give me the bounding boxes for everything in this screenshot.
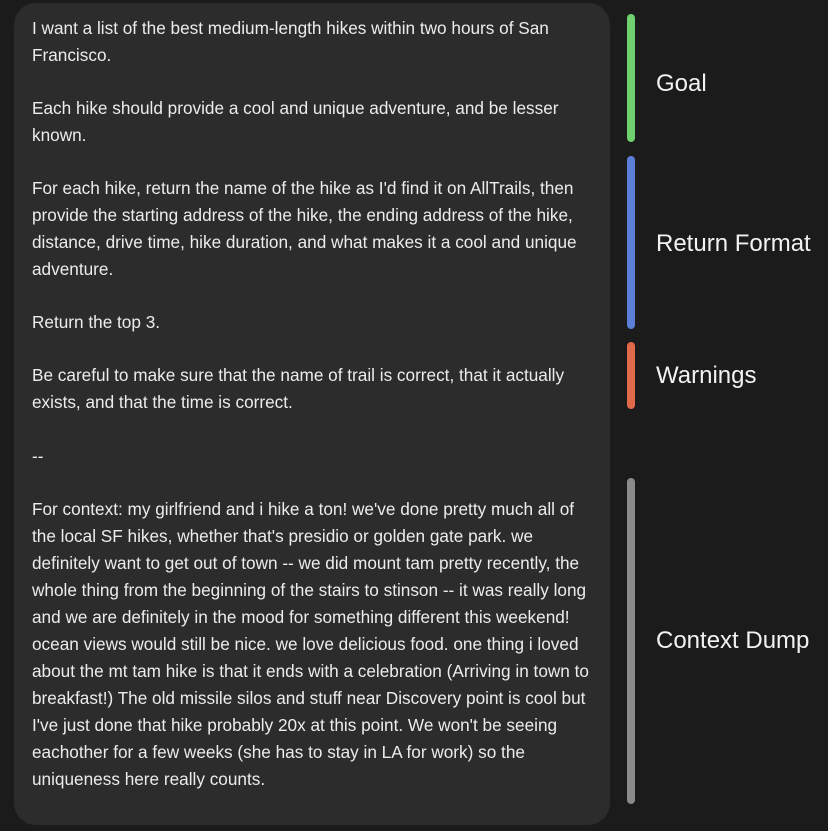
return-format-paragraph: For each hike, return the name of the hike as I'd find it on AllTrails, then provide the starting address of the hike, the ending address of the hike, distance, drive time, hike duration, and what makes it a cool and unique adventure. [32, 178, 582, 279]
prompt-message-card [14, 3, 610, 825]
goal-bar [627, 14, 635, 142]
context-dump-label: Context Dump [656, 627, 810, 654]
warnings-paragraph: Be careful to make sure that the name of trail is correct, that it actually exists, and that the time is correct. [32, 365, 569, 412]
goal-paragraph-2: Each hike should provide a cool and unique adventure, and be lesser known. [32, 98, 564, 145]
top-count-paragraph: Return the top 3. [32, 312, 161, 332]
separator-text: -- [32, 446, 44, 466]
goal-paragraph: I want a list of the best medium-length hikes within two hours of San Francisco. [32, 18, 554, 65]
return-format-label: Return Format [656, 230, 811, 257]
warnings-bar [627, 342, 635, 409]
context-dump-bar [627, 478, 635, 804]
context-paragraph: For context: my girlfriend and i hike a ton! we've done pretty much all of the local SF hikes, whether that's presidio or golden gate park. we definitely want to get out of town -- we did mount tam pretty recently, the whole thing from the beginning of the stairs to stinson -- it was really long and we are definitely in the mood for something different this weekend! ocean views would still be nice. we love delicious food. one thing i loved about the mt tam hike is that it ends with a celebration (Arriving in town to breakfast!) The old missile silos and stuff near Discovery point is cool but I've just done that hike probably 20x at this point. We won't be seeing eachother for a few weeks (she has to stay in LA for work) so the uniqueness here really counts. [32, 499, 594, 789]
goal-label: Goal [656, 70, 707, 97]
warnings-label: Warnings [656, 362, 757, 389]
return-format-bar [627, 156, 635, 329]
